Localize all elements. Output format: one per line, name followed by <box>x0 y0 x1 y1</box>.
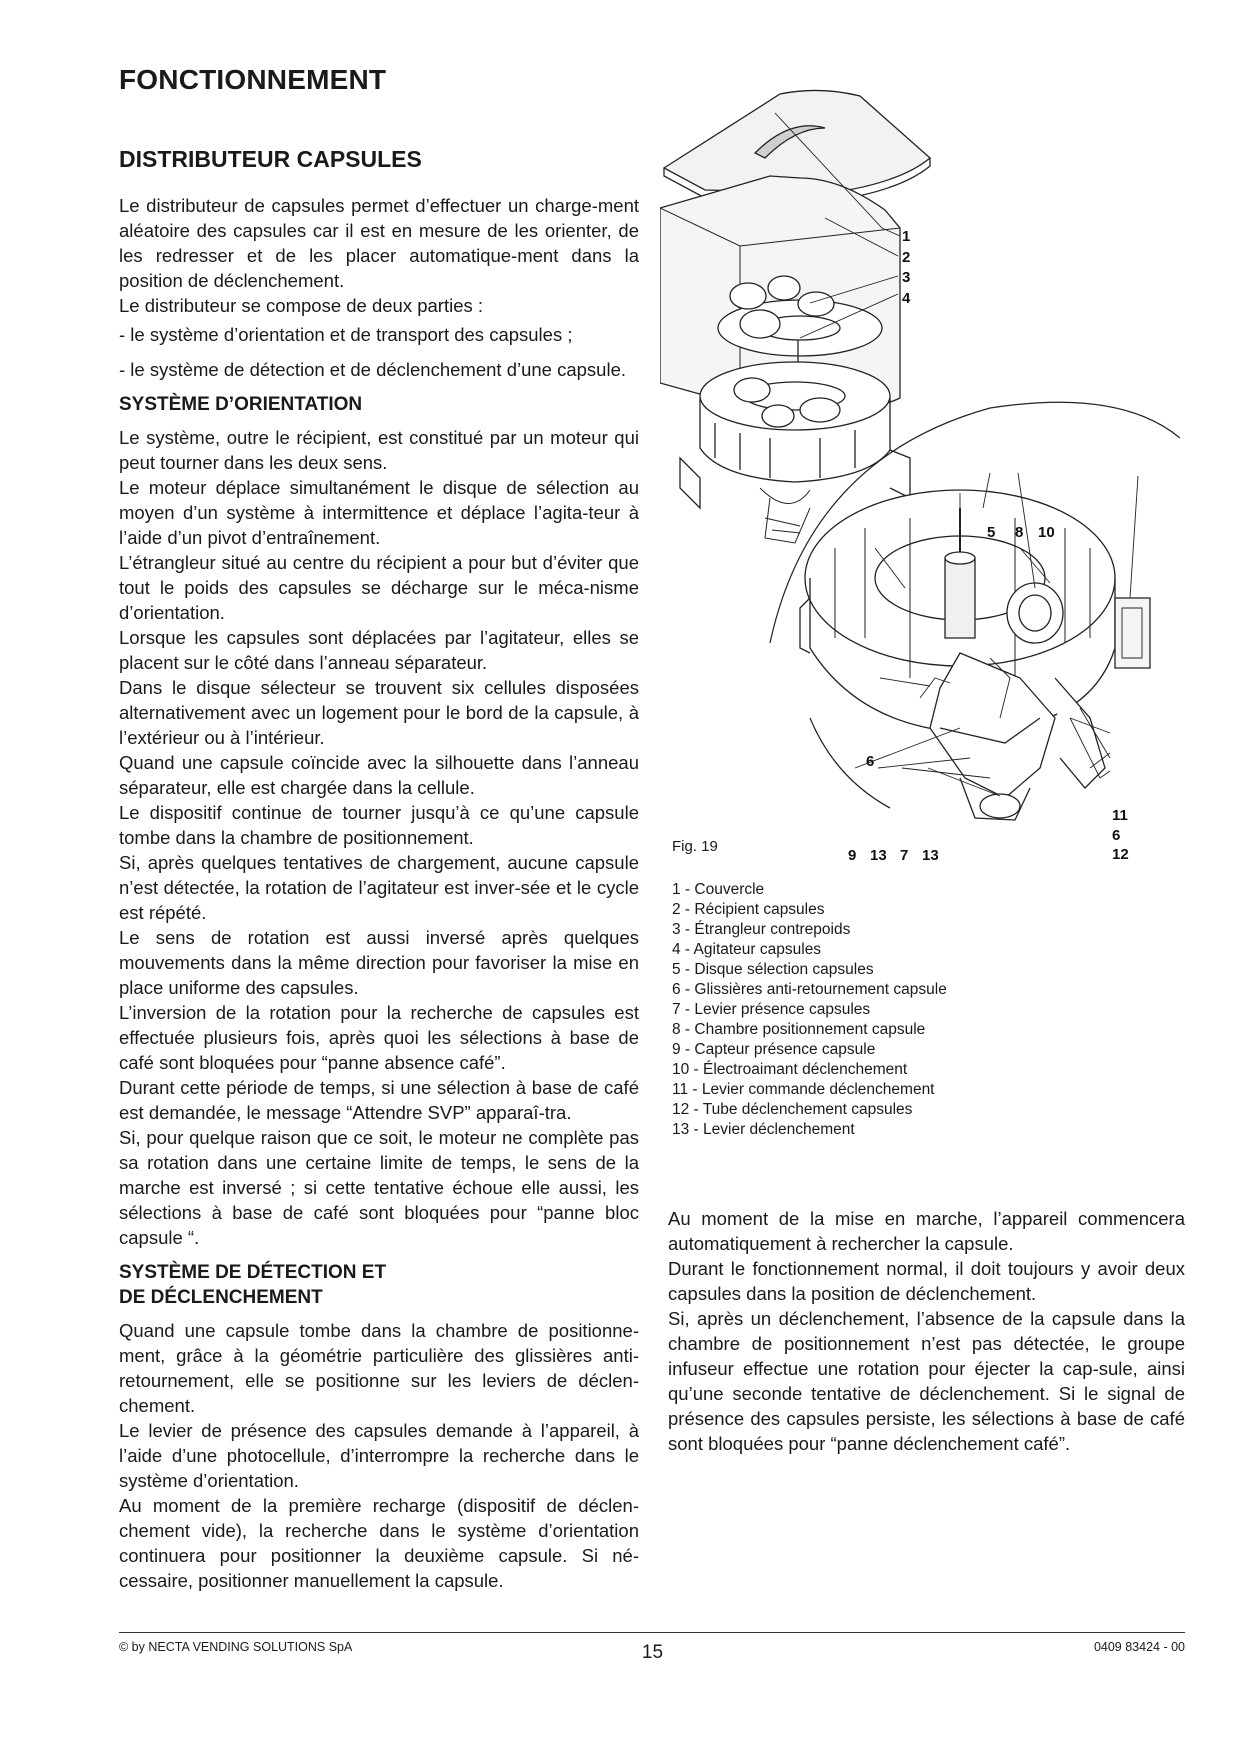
footer-divider <box>119 1632 1185 1633</box>
legend-item: 7 - Levier présence capsules <box>672 1001 871 1018</box>
paragraph: Le moteur déplace simultanément le disque de sélection au moyen d’un système à intermittence et déplace l’agita-teur à l’aide d’un pivot d’entraînement. <box>119 477 639 548</box>
capsule-dispenser-drawing <box>660 78 1180 878</box>
callout-9: 9 <box>848 847 857 864</box>
callout-5: 5 <box>987 524 996 541</box>
section-title: DISTRIBUTEUR CAPSULES <box>119 146 422 172</box>
subsection-title-line: DE DÉCLENCHEMENT <box>119 1287 323 1308</box>
paragraph: Le distributeur se compose de deux parties : <box>119 295 484 316</box>
legend-item: 5 - Disque sélection capsules <box>672 961 874 978</box>
callout-4: 4 <box>902 290 911 307</box>
subsection-title-detection <box>119 1260 639 1310</box>
right-column-text <box>668 1206 1185 1456</box>
callout-13b: 13 <box>922 847 939 864</box>
paragraph: Le sens de rotation est aussi inversé après quelques mouvements dans la même direction pour favoriser la mise en place uniforme des capsules. <box>119 927 639 998</box>
paragraph: Au moment de la mise en marche, l’appareil commencera automatiquement à rechercher la capsule. <box>668 1208 1185 1254</box>
orientation-text <box>119 425 639 1250</box>
paragraph: Quand une capsule tombe dans la chambre de positionne-ment, grâce à la géométrie particulière des glissières anti-retournement, elle se positionne sur les leviers de déclen-chement. <box>119 1320 639 1416</box>
leader-line <box>1130 476 1138 598</box>
detection-text <box>119 1318 639 1593</box>
page-title: FONCTIONNEMENT <box>119 64 387 95</box>
paragraph: Au moment de la première recharge (dispositif de déclen-chement vide), la recherche dans le système d’orientation continuera pour positionner la deuxième capsule. Si né-cessaire, positionner manuellement la capsule. <box>119 1495 639 1591</box>
paragraph: L’étrangleur situé au centre du récipient a pour but d’éviter que tout le poids des capsules se décharge sur le méca-nisme d’orientation. <box>119 552 639 623</box>
subsection-title-line: SYSTÈME DE DÉTECTION ET <box>119 1262 387 1283</box>
callout-13a: 13 <box>870 847 887 864</box>
paragraph: Dans le disque sélecteur se trouvent six cellules disposées alternativement avec un logement pour le bord de la capsule, à l’extérieur ou à l’intérieur. <box>119 677 639 748</box>
callout-10: 10 <box>1038 524 1055 541</box>
bullet-item: - le système d’orientation et de transport des capsules ; <box>119 324 573 345</box>
callout-2: 2 <box>902 249 911 266</box>
legend-item: 13 - Levier déclenchement <box>672 1121 855 1138</box>
paragraph: Le système, outre le récipient, est constitué par un moteur qui peut tourner dans les deux sens. <box>119 427 639 473</box>
callout-11: 11 <box>1112 807 1128 824</box>
legend-item: 9 - Capteur présence capsule <box>672 1041 876 1058</box>
callout-1: 1 <box>902 228 911 245</box>
bullet-item: - le système de détection et de déclenchement d’une capsule. <box>119 359 627 380</box>
paragraph: Si, pour quelque raison que ce soit, le moteur ne complète pas sa rotation dans une certaine limite de temps, le sens de la marche est inversé ; si cette tentative échoue elle aussi, les sélections à base de café sont bloquées pour “panne bloc capsule “. <box>119 1127 639 1248</box>
legend-item: 11 - Levier commande déclenchement <box>672 1081 935 1098</box>
leader-line <box>880 678 930 686</box>
paragraph: L’inversion de la rotation pour la recherche de capsules est effectuée plusieurs fois, après quoi les sélections à base de café sont bloquées pour “panne absence café”. <box>119 1002 639 1073</box>
legend-item: 4 - Agitateur capsules <box>672 941 822 958</box>
legend-item: 10 - Électroaimant déclenchement <box>672 1061 908 1078</box>
document-code: 0409 83424 - 00 <box>1093 1640 1185 1654</box>
intro-text <box>119 193 639 382</box>
legend-item: 8 - Chambre positionnement capsule <box>672 1021 926 1038</box>
callout-3: 3 <box>902 269 911 286</box>
figure-caption: Fig. 19 <box>672 838 718 855</box>
callout-8: 8 <box>1015 524 1024 541</box>
callout-6: 6 <box>866 753 875 770</box>
callout-12: 12 <box>1112 846 1129 863</box>
paragraph: Durant cette période de temps, si une sélection à base de café est demandée, le message “Attendre SVP” apparaî-tra. <box>119 1077 639 1123</box>
legend-item: 2 - Récipient capsules <box>672 901 825 918</box>
figure-legend <box>672 880 1132 1140</box>
legend-item: 3 - Étrangleur contrepoids <box>672 921 851 938</box>
paragraph: Si, après quelques tentatives de chargement, aucune capsule n’est détectée, la rotation de l’agitateur est inver-sée et le cycle est répété. <box>119 852 639 923</box>
paragraph: Le levier de présence des capsules demande à l’appareil, à l’aide d’une photocellule, d’interrompre la recherche dans le système d’orientation. <box>119 1420 639 1491</box>
callout-7: 7 <box>900 847 909 864</box>
paragraph: Le dispositif continue de tourner jusqu’à ce qu’une capsule tombe dans la chambre de positionnement. <box>119 802 639 848</box>
legend-item: 12 - Tube déclenchement capsules <box>672 1101 913 1118</box>
legend-item: 1 - Couvercle <box>672 881 765 898</box>
left-column <box>119 146 639 1593</box>
paragraph: Durant le fonctionnement normal, il doit toujours y avoir deux capsules dans la position de déclenchement. <box>668 1258 1185 1304</box>
callout-6b: 6 <box>1112 827 1121 844</box>
subsection-title-orientation: SYSTÈME D’ORIENTATION <box>119 394 363 415</box>
paragraph: Lorsque les capsules sont déplacées par l’agitateur, elles se placent sur le côté dans l’anneau séparateur. <box>119 627 639 673</box>
paragraph: Quand une capsule coïncide avec la silhouette dans l’anneau séparateur, elle est chargée dans la cellule. <box>119 752 639 798</box>
paragraph: Si, après un déclenchement, l’absence de la capsule dans la chambre de positionnement n’est pas détectée, le groupe infuseur effectue une rotation pour éjecter la cap-sule, ainsi qu’une seconde tentative de déclenchement. Si le signal de présence des capsules persiste, les sélections à base de café sont bloquées pour “panne déclenchement café”. <box>668 1308 1185 1454</box>
legend-item: 6 - Glissières anti-retournement capsule <box>672 981 947 998</box>
page-number: 15 <box>641 1642 664 1663</box>
paragraph: Le distributeur de capsules permet d’effectuer un charge-ment aléatoire des capsules car il est en mesure de les orienter, de les redresser et de les placer automatique-ment dans la position de déclenchement. <box>119 195 639 291</box>
footer-copyright: © by NECTA VENDING SOLUTIONS SpA <box>119 1640 353 1654</box>
